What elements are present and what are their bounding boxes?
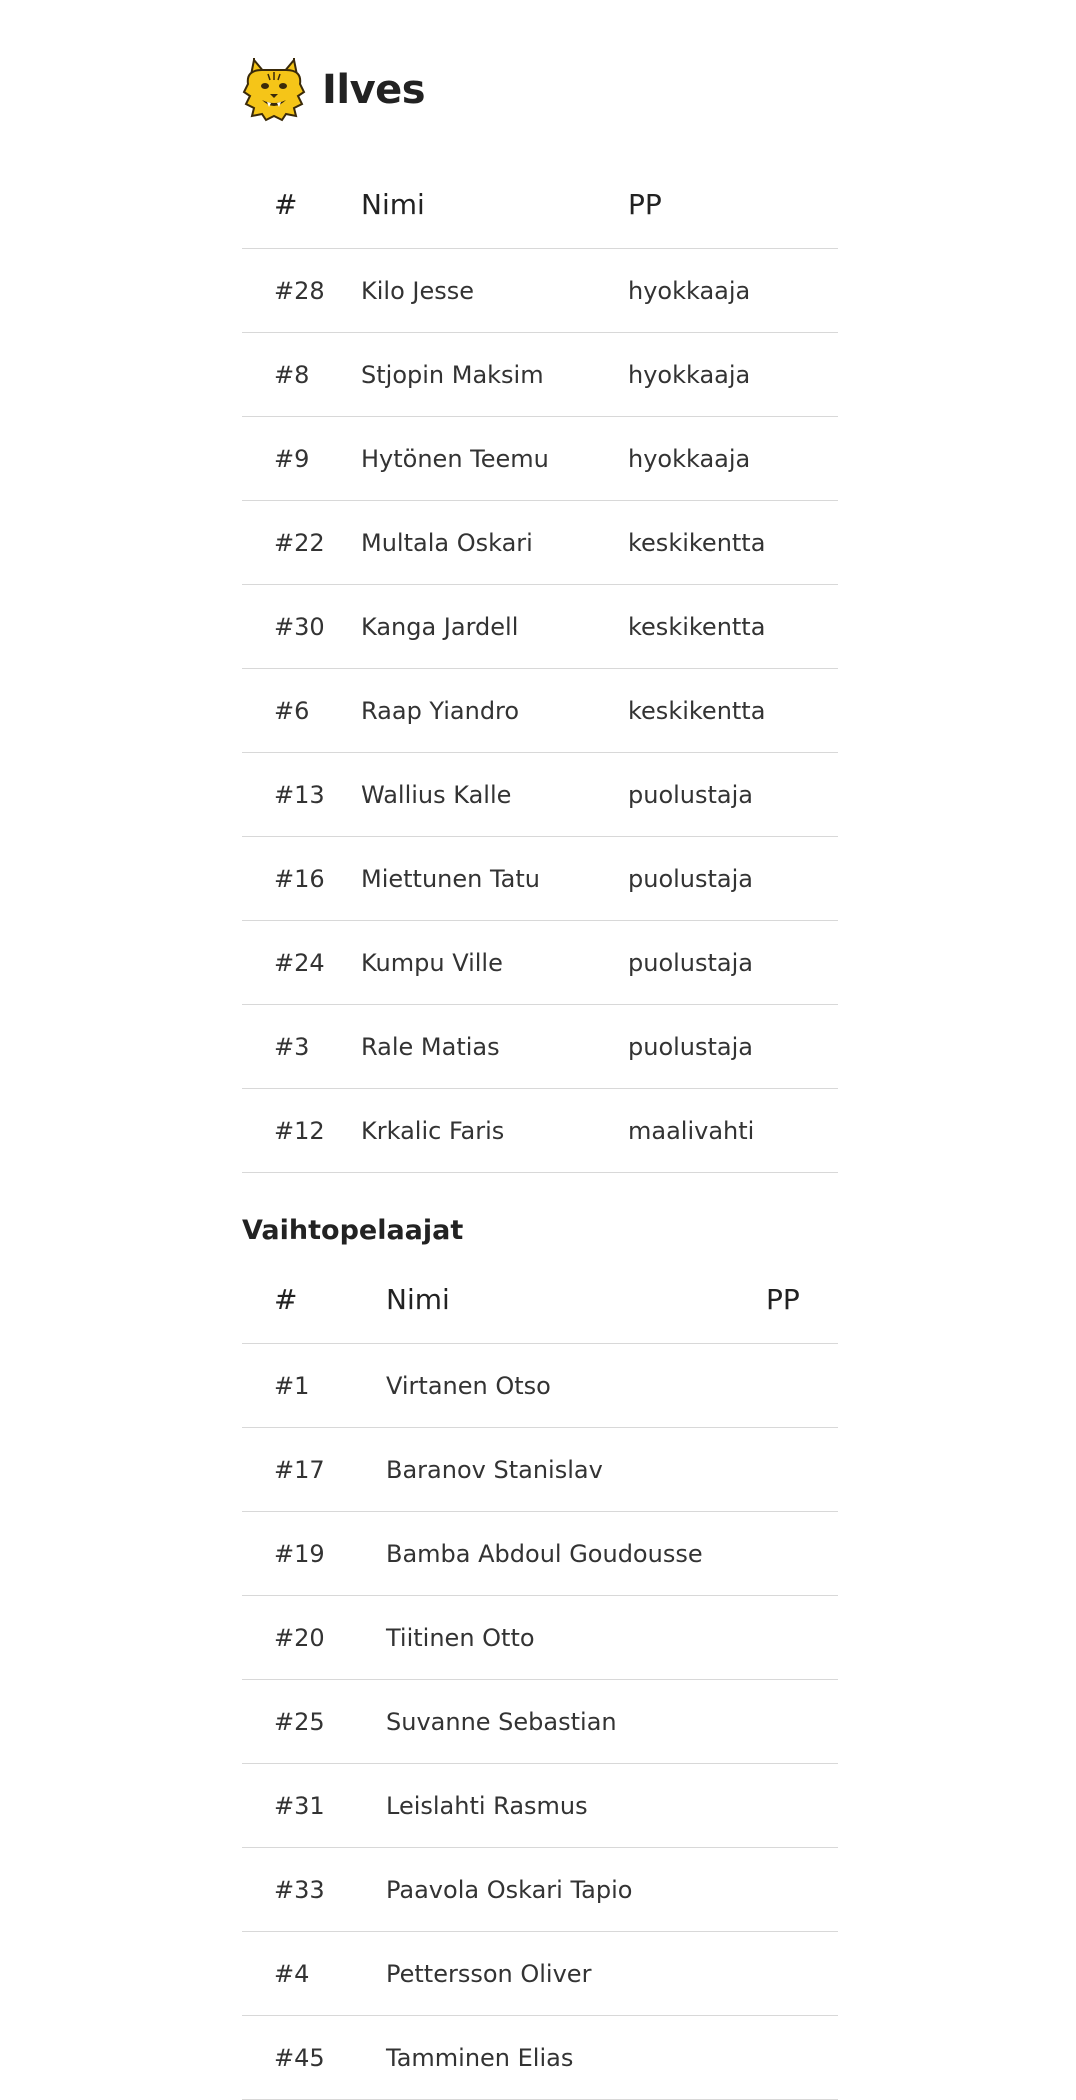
player-position [766, 1512, 838, 1596]
table-row [242, 669, 838, 753]
substitutes-heading: Vaihtopelaajat [242, 1215, 464, 1246]
table-row [242, 1005, 838, 1089]
table-row [242, 1428, 838, 1512]
player-number: #1 [242, 1344, 386, 1428]
table-row [242, 837, 838, 921]
player-number: #30 [242, 585, 361, 669]
starters-table [242, 160, 838, 1173]
player-position [766, 1848, 838, 1932]
player-number: #12 [242, 1089, 361, 1173]
player-position: maalivahti [628, 1089, 838, 1173]
player-name: Kilo Jesse [361, 249, 628, 333]
table-row [242, 921, 838, 1005]
column-header-position: PP [766, 1255, 838, 1344]
player-position [766, 1764, 838, 1848]
player-number: #24 [242, 921, 361, 1005]
lynx-logo-icon [242, 58, 306, 122]
player-name: Multala Oskari [361, 501, 628, 585]
player-name: Hytönen Teemu [361, 417, 628, 501]
player-position: hyokkaaja [628, 333, 838, 417]
table-row [242, 1764, 838, 1848]
table-row [242, 1680, 838, 1764]
player-name: Tamminen Elias [386, 2016, 766, 2100]
player-number: #22 [242, 501, 361, 585]
player-position: puolustaja [628, 1005, 838, 1089]
player-position [766, 1596, 838, 1680]
player-position [766, 1428, 838, 1512]
player-number: #28 [242, 249, 361, 333]
player-name: Raap Yiandro [361, 669, 628, 753]
player-number: #6 [242, 669, 361, 753]
player-number: #45 [242, 2016, 386, 2100]
table-row [242, 501, 838, 585]
player-number: #16 [242, 837, 361, 921]
player-name: Miettunen Tatu [361, 837, 628, 921]
column-header-name: Nimi [386, 1255, 766, 1344]
substitutes-header-row [242, 1255, 838, 1344]
table-row [242, 1089, 838, 1173]
player-number: #3 [242, 1005, 361, 1089]
starters-header-row [242, 160, 838, 249]
column-header-number: # [242, 1255, 386, 1344]
player-number: #33 [242, 1848, 386, 1932]
player-name: Kumpu Ville [361, 921, 628, 1005]
player-name: Kanga Jardell [361, 585, 628, 669]
column-header-name: Nimi [361, 160, 628, 249]
player-position [766, 1680, 838, 1764]
player-number: #25 [242, 1680, 386, 1764]
player-number: #17 [242, 1428, 386, 1512]
table-row [242, 753, 838, 837]
player-number: #9 [242, 417, 361, 501]
table-row [242, 417, 838, 501]
table-row [242, 333, 838, 417]
player-position [766, 2016, 838, 2100]
table-row [242, 585, 838, 669]
table-row [242, 1932, 838, 2016]
table-row [242, 1512, 838, 1596]
table-row [242, 1848, 838, 1932]
player-name: Stjopin Maksim [361, 333, 628, 417]
player-name: Leislahti Rasmus [386, 1764, 766, 1848]
player-number: #19 [242, 1512, 386, 1596]
player-position [766, 1344, 838, 1428]
player-position: puolustaja [628, 753, 838, 837]
player-position: keskikentta [628, 501, 838, 585]
player-number: #31 [242, 1764, 386, 1848]
team-name: Ilves [322, 67, 426, 113]
column-header-position: PP [628, 160, 838, 249]
player-position [766, 1932, 838, 2016]
table-row [242, 2016, 838, 2100]
substitutes-table [242, 1255, 838, 2100]
player-number: #4 [242, 1932, 386, 2016]
player-position: keskikentta [628, 669, 838, 753]
player-number: #8 [242, 333, 361, 417]
table-row [242, 1596, 838, 1680]
player-name: Paavola Oskari Tapio [386, 1848, 766, 1932]
player-name: Bamba Abdoul Goudousse [386, 1512, 766, 1596]
player-position: keskikentta [628, 585, 838, 669]
player-name: Suvanne Sebastian [386, 1680, 766, 1764]
player-name: Tiitinen Otto [386, 1596, 766, 1680]
player-name: Baranov Stanislav [386, 1428, 766, 1512]
player-name: Pettersson Oliver [386, 1932, 766, 2016]
player-number: #20 [242, 1596, 386, 1680]
player-name: Wallius Kalle [361, 753, 628, 837]
team-header [242, 40, 425, 140]
player-position: hyokkaaja [628, 417, 838, 501]
player-name: Virtanen Otso [386, 1344, 766, 1428]
table-row [242, 1344, 838, 1428]
player-position: puolustaja [628, 921, 838, 1005]
table-row [242, 249, 838, 333]
column-header-number: # [242, 160, 361, 249]
player-name: Rale Matias [361, 1005, 628, 1089]
player-position: puolustaja [628, 837, 838, 921]
player-name: Krkalic Faris [361, 1089, 628, 1173]
player-number: #13 [242, 753, 361, 837]
player-position: hyokkaaja [628, 249, 838, 333]
